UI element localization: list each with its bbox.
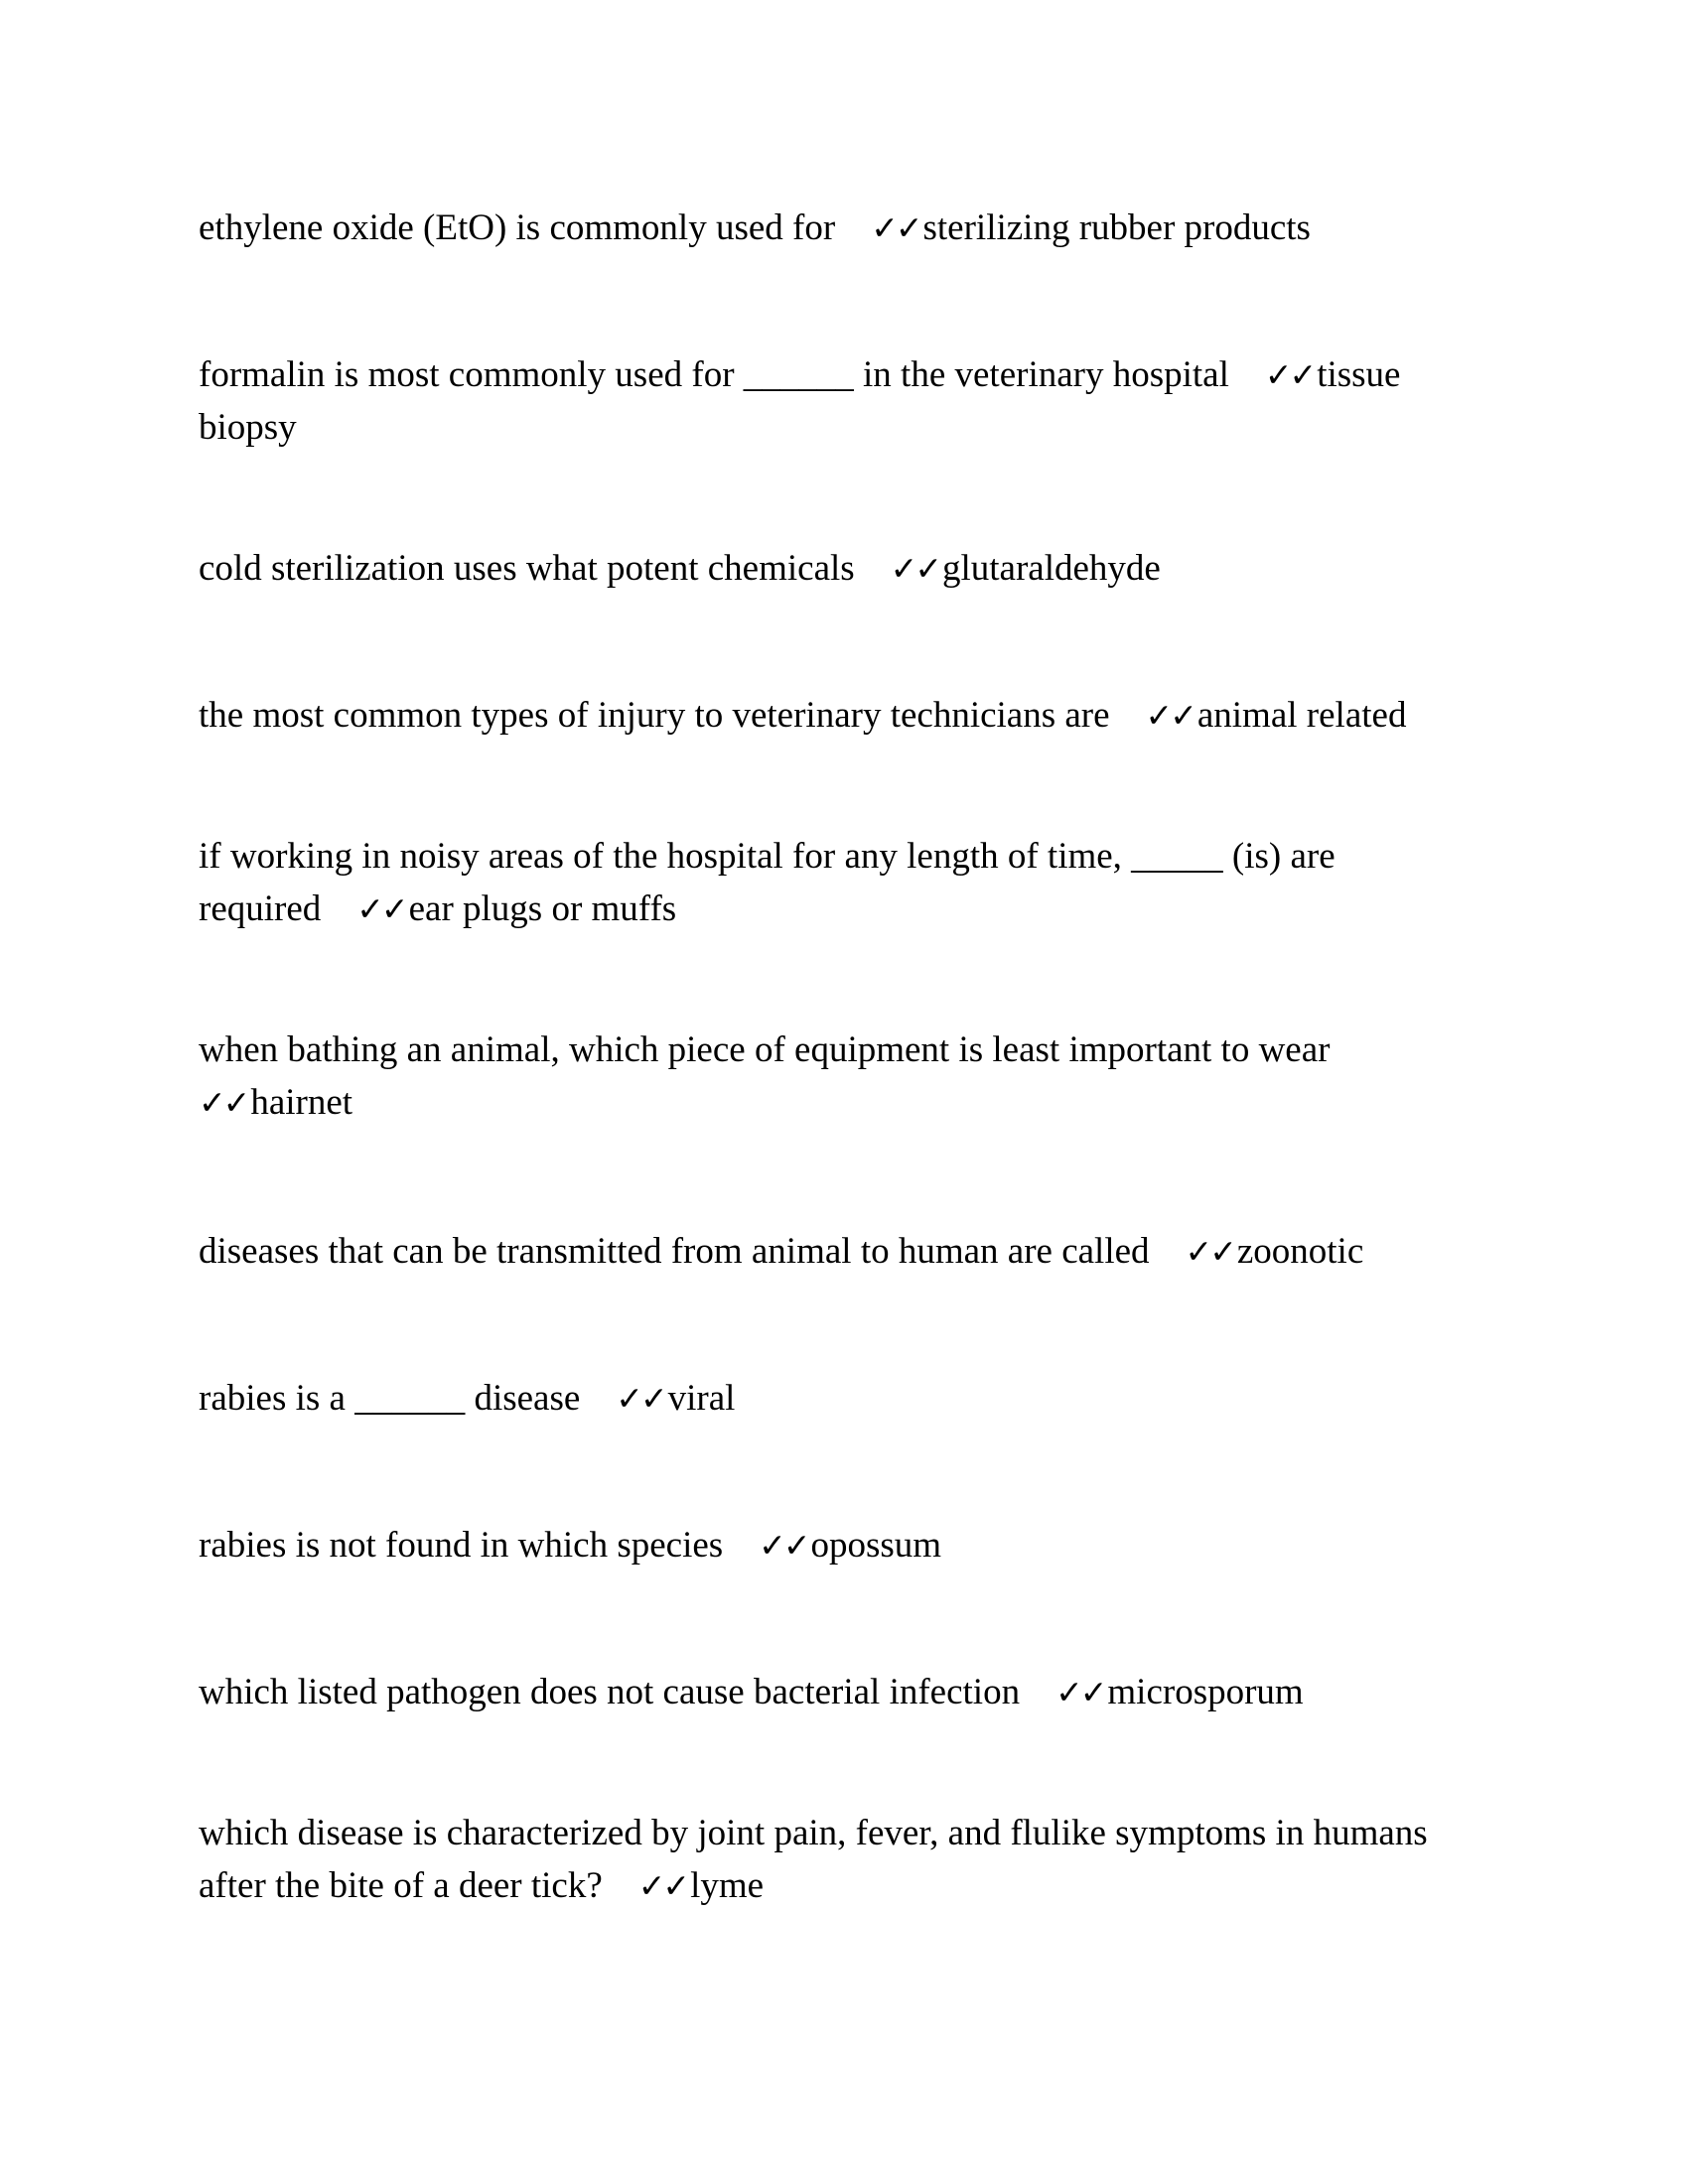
question-text: when bathing an animal, which piece of equipment is least important to wear [199,1029,1331,1070]
check-icon: ✓✓ [616,1379,665,1418]
question-text: rabies is not found in which species [199,1525,724,1566]
answer-text: glutaraldehyde [941,548,1161,589]
check-icon: ✓✓ [356,889,406,928]
check-icon: ✓✓ [890,549,939,588]
check-icon: ✓✓ [1185,1232,1234,1271]
answer-text: sterilizing rubber products [922,207,1311,248]
answer-text: animal related [1196,695,1407,736]
qa-item-1 [199,202,1489,254]
answer-text: viral [667,1378,736,1419]
answer-text: zoonotic [1236,1231,1364,1272]
qa-item-4 [199,689,1489,742]
qa-item-8 [199,1372,1489,1425]
qa-item-6 [199,1024,1489,1129]
question-text: rabies is a ______ disease [199,1378,581,1419]
check-icon: ✓✓ [199,1083,248,1122]
qa-item-9 [199,1519,1489,1571]
check-icon: ✓✓ [871,208,920,247]
qa-item-7 [199,1225,1489,1278]
answer-text: opossum [810,1525,942,1566]
question-text: which disease is characterized by joint pain, fever, and flulike symptoms in humans after the bite of a deer tick? [199,1813,1428,1906]
qa-item-3 [199,542,1489,595]
answer-text: hairnet [250,1082,353,1123]
question-text: formalin is most commonly used for ______ in the veterinary hospital [199,354,1229,395]
question-text: which listed pathogen does not cause bacterial infection [199,1672,1021,1712]
question-text: the most common types of injury to veterinary technicians are [199,695,1110,736]
check-icon: ✓✓ [1264,355,1315,394]
qa-item-2 [199,348,1489,454]
question-text: cold sterilization uses what potent chemicals [199,548,855,589]
qa-item-10 [199,1666,1489,1718]
question-text: ethylene oxide (EtO) is commonly used for [199,207,836,248]
check-icon: ✓✓ [759,1526,808,1565]
answer-text: ear plugs or muffs [408,888,677,929]
check-icon: ✓✓ [1055,1673,1105,1711]
qa-item-11 [199,1807,1489,1912]
question-text: diseases that can be transmitted from animal to human are called [199,1231,1150,1272]
answer-text: microsporum [1107,1672,1304,1712]
answer-text: tissue biopsy [199,354,1401,448]
qa-item-5 [199,830,1489,935]
check-icon: ✓✓ [1145,696,1195,735]
answer-text: lyme [690,1865,765,1906]
question-text: if working in noisy areas of the hospital for any length of time, _____ (is) are required [199,836,1336,929]
check-icon: ✓✓ [637,1866,688,1905]
